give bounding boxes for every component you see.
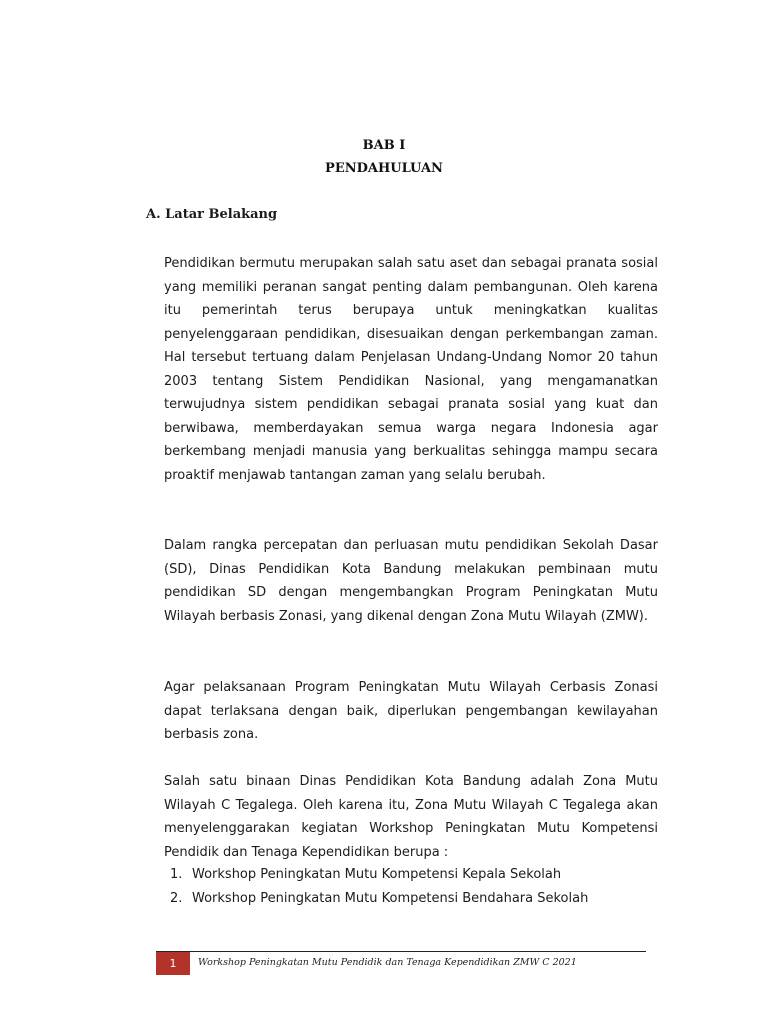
chapter-title: PENDAHULUAN (325, 161, 443, 176)
footer-divider (156, 951, 646, 952)
page-number-badge (156, 952, 190, 975)
list-item-text: Workshop Peningkatan Mutu Kompetensi Bendahara Sekolah (192, 891, 589, 906)
page-number: 1 (169, 957, 177, 970)
paragraph-2: Dalam rangka percepatan dan perluasan mutu pendidikan Sekolah Dasar (SD), Dinas Pendidikan Kota Bandung melakukan pembinaan mutu pendidikan SD dengan mengembangkan Program Peningkatan Mutu Wilayah berbasis Zonasi, yang dikenal dengan Zona Mutu Wilayah (ZMW). (164, 538, 658, 624)
paragraph-4: Salah satu binaan Dinas Pendidikan Kota Bandung adalah Zona Mutu Wilayah C Tegalega. Oleh karena itu, Zona Mutu Wilayah C Tegalega akan menyelenggarakan kegiatan Workshop Peningkatan Mutu Kompetensi Pendidik dan Tenaga Kependidikan berupa : (164, 774, 658, 860)
list-item (164, 887, 588, 911)
paragraph-3: Agar pelaksanaan Program Peningkatan Mutu Wilayah Cerbasis Zonasi dapat terlaksana dengan baik, diperlukan pengembangan kewilayahan berbasis zona. (164, 680, 658, 742)
workshop-list (164, 863, 588, 911)
list-item-text: Workshop Peningkatan Mutu Kompetensi Kepala Sekolah (192, 867, 562, 882)
chapter-number: BAB I (362, 138, 406, 153)
list-item (164, 863, 588, 887)
section-heading: A. Latar Belakang (146, 207, 278, 222)
list-item-number: 1. (170, 867, 183, 882)
list-item-number: 2. (170, 891, 183, 906)
footer-title: Workshop Peningkatan Mutu Pendidik dan Tenaga Kependidikan ZMW C 2021 (198, 957, 577, 968)
paragraph-1: Pendidikan bermutu merupakan salah satu aset dan sebagai pranata sosial yang memiliki peranan sangat penting dalam pembangunan. Oleh karena itu pemerintah terus berupaya untuk meningkatkan kualitas penyelenggaraan pendidikan, disesuaikan dengan perkembangan zaman. Hal tersebut tertuang dalam Penjelasan Undang-Undang Nomor 20 tahun 2003 tentang Sistem Pendidikan Nasional, yang mengamanatkan terwujudnya sistem pendidikan sebagai pranata sosial yang kuat dan berwibawa, memberdayakan semua warga negara Indonesia agar berkembang menjadi manusia yang berkualitas sehingga mampu secara proaktif menjawab tantangan zaman yang selalu berubah. (164, 256, 658, 483)
